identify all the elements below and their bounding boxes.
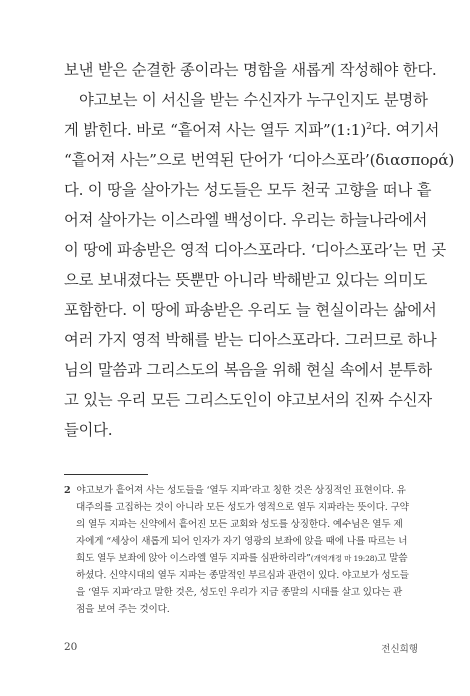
paragraph-line: 들이다.	[64, 421, 113, 439]
footnote-line: 대주의를 고집하는 것이 아니라 모든 성도가 영적으로 열두 지파라는 뜻이다. 구약	[76, 502, 409, 513]
paragraph-line: 보낸 받은 순결한 종이라는 명함을 새롭게 작성해야 한다.	[64, 61, 437, 79]
footnote-line: 2 야고보가 흩어져 사는 성도들을 ‘열두 지파’라고 칭한 것은 상징적인 표현이다. 유	[64, 485, 406, 496]
paragraph-line: 야고보는 이 서신을 받는 수신자가 누구인지도 분명하	[79, 91, 428, 109]
paragraph-line: 이 땅에 파송받은 영적 디아스포라다. ‘디아스포라’는 먼 곳	[64, 241, 446, 259]
footnote-line: 희도 열두 보좌에 앉아 이스라엘 열두 지파를 심판하리라”(개역개정 마 19:28)고 말씀	[76, 553, 408, 564]
paragraph-line: 게 밝힌다. 바로 “흩어져 사는 열두 지파”(1:1)$^2$다. 여기서	[64, 121, 440, 139]
paragraph-line: “흩어져 사는”으로 번역된 단어가 ‘디아스포라’(διασπορά)	[64, 151, 455, 169]
footnote-line: 하셨다. 신약시대의 열두 지파는 종말적인 부르심과 관련이 있다. 야고보가 성도들	[76, 570, 409, 581]
footnote-number: 2	[64, 485, 71, 496]
paragraph-line: 다. 이 땅을 살아가는 성도들은 모두 천국 고향을 떠나 흩	[64, 181, 432, 199]
page-number: 20	[64, 641, 78, 653]
footnote-line: 자에게 “세상이 새롭게 되어 인자가 자기 영광의 보좌에 앉을 때에 나를 따르는 너	[76, 536, 408, 547]
paragraph-line: 고 있는 우리 모든 그리스도인이 야고보서의 진짜 수신자	[64, 391, 432, 409]
footnote-divider	[64, 474, 148, 475]
footnote-line: 을 ‘열두 지파’라고 말한 것은, 성도인 우리가 지금 종말의 시대를 살고 있다는 관	[76, 587, 403, 598]
footnote-line: 의 열두 지파는 신약에서 흩어진 모든 교회와 성도를 상징한다. 예수님은 열두 제	[76, 519, 403, 530]
paragraph-line: 여러 가지 영적 박해를 받는 디아스포라다. 그러므로 하나	[64, 331, 437, 349]
footnote-line: 점을 보여 주는 것이다.	[76, 604, 170, 615]
paragraph-line: 으로 보내졌다는 뜻뿐만 아니라 박해받고 있다는 의미도	[64, 271, 428, 289]
running-head: 전신희행	[381, 644, 418, 655]
paragraph-line: 님의 말씀과 그리스도의 복음을 위해 현실 속에서 분투하	[64, 361, 432, 379]
footnote-reference: 2	[366, 122, 372, 132]
paragraph-line: 포함한다. 이 땅에 파송받은 우리도 늘 현실이라는 삶에서	[64, 301, 437, 319]
paragraph-line: 어져 살아가는 이스라엘 백성이다. 우리는 하늘나라에서	[64, 211, 428, 229]
